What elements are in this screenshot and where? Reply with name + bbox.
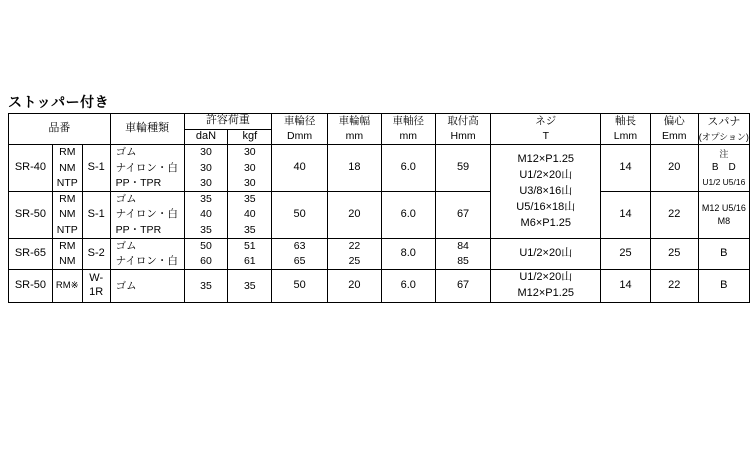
col-header-shaft-len [601, 114, 651, 145]
col-header-load: 許容荷重 [184, 114, 272, 130]
cell-part-no: SR-50 [9, 192, 53, 239]
spanner-line: B [720, 247, 728, 259]
screw-line: U1/2×20山 [519, 168, 573, 181]
col-header-wheel-dia [272, 114, 328, 145]
cell-axle-dia: 6.0 [381, 145, 435, 192]
cell-axle-dia: 6.0 [381, 270, 435, 303]
rm-code: NM [59, 208, 76, 221]
cell-wheel-kind [110, 238, 184, 269]
col-header-wheel-width [328, 114, 382, 145]
load-dan: 30 [200, 161, 212, 174]
cell-spanner [698, 270, 749, 303]
cell-wheel-kind [110, 145, 184, 192]
cell-load-dan [184, 145, 228, 192]
cell-screw [491, 238, 601, 269]
load-dan: 40 [200, 208, 212, 221]
col-header-wheel-dia-label: 車輪径 [283, 115, 316, 127]
screw-line: U1/2×20山 [519, 247, 573, 259]
cell-series: S-2 [82, 238, 110, 269]
table-body [9, 145, 750, 303]
wheel-width-line: 22 [348, 239, 361, 252]
load-dan: 60 [200, 254, 212, 267]
spec-table [8, 113, 750, 303]
cell-wheel-kind [110, 270, 184, 303]
cell-series: S-1 [82, 192, 110, 239]
spanner-line: M12 U5/16 [701, 202, 746, 213]
table-row [9, 270, 750, 303]
spanner-line: M8 [717, 215, 731, 226]
header-row-1 [9, 114, 750, 130]
cell-eccentric: 20 [650, 145, 698, 192]
mount-height-line: 84 [457, 239, 469, 252]
mount-height-line: 85 [457, 254, 469, 267]
spanner-line: U1/2 U5/16 [702, 176, 746, 187]
cell-eccentric: 22 [650, 192, 698, 239]
cell-mount-height: 59 [435, 145, 491, 192]
screw-line: U1/2×20山 [519, 271, 573, 284]
cell-shaft-len: 14 [601, 270, 651, 303]
col-header-mount-height-unit: Hmm [450, 130, 476, 143]
cell-rm-codes [52, 270, 82, 303]
cell-eccentric: 22 [650, 270, 698, 303]
wheel-kind: ナイロン・白 [115, 161, 178, 174]
cell-load-kgf [228, 238, 272, 269]
cell-part-no: SR-40 [9, 145, 53, 192]
cell-load-dan [184, 238, 228, 269]
cell-rm-codes [52, 145, 82, 192]
table-row [9, 145, 750, 192]
col-header-spanner-note: (オプション) [698, 131, 749, 142]
wheel-kind: PP・TPR [115, 176, 162, 189]
rm-code: NTP [56, 176, 78, 189]
screw-line: M12×P1.25 [517, 152, 575, 165]
cell-mount-height: 67 [435, 270, 491, 303]
wheel-dia-line: 63 [293, 239, 306, 252]
cell-wheel-width: 20 [328, 192, 382, 239]
load-kgf: 30 [243, 176, 256, 189]
wheel-kind: ナイロン・白 [115, 208, 178, 221]
col-header-load-kgf: kgf [228, 129, 272, 145]
table-row [9, 238, 750, 269]
rm-code: NM [59, 254, 76, 267]
col-header-screw [491, 114, 601, 145]
col-header-screw-unit: T [542, 130, 549, 143]
load-dan: 50 [200, 239, 212, 252]
rm-code: NTP [56, 223, 78, 236]
load-dan: 35 [200, 279, 212, 292]
cell-part-no: SR-50 [9, 270, 53, 303]
rm-code: RM [59, 239, 76, 252]
cell-mount-height: 67 [435, 192, 491, 239]
cell-load-kgf [228, 145, 272, 192]
col-header-mount-height [435, 114, 491, 145]
rm-code: RM [59, 193, 76, 206]
cell-rm-codes [52, 238, 82, 269]
col-header-eccentric-unit: Emm [662, 130, 687, 143]
rm-code: RM [59, 146, 76, 159]
screw-line: U5/16×18山 [516, 200, 576, 213]
wheel-kind: ゴム [115, 239, 137, 252]
cell-wheel-dia: 50 [272, 192, 328, 239]
cell-series: W-1R [82, 270, 110, 303]
col-header-wheel-dia-unit: Dmm [287, 130, 313, 143]
col-header-axle-dia-label: 車軸径 [392, 115, 424, 127]
cell-axle-dia: 6.0 [381, 192, 435, 239]
screw-line: M12×P1.25 [517, 287, 575, 300]
cell-rm-codes [52, 192, 82, 239]
cell-wheel-dia: 50 [272, 270, 328, 303]
col-header-load-dan: daN [184, 129, 228, 145]
cell-load-kgf [228, 270, 272, 303]
cell-wheel-dia [272, 238, 328, 269]
load-kgf: 35 [243, 193, 256, 206]
table-header [9, 114, 750, 145]
cell-wheel-width: 18 [328, 145, 382, 192]
spanner-line: B [720, 279, 728, 292]
col-header-wheel-type: 車輪種類 [110, 114, 184, 145]
cell-part-no: SR-65 [9, 238, 53, 269]
col-header-axle-dia-unit: mm [399, 130, 417, 143]
col-header-shaft-len-unit: Lmm [613, 130, 638, 143]
col-header-axle-dia [381, 114, 435, 145]
cell-wheel-kind [110, 192, 184, 239]
load-dan: 30 [200, 146, 212, 159]
page-title: ストッパー付き [8, 94, 110, 110]
cell-spanner [698, 238, 749, 269]
col-header-eccentric-label: 偏心 [663, 115, 685, 127]
screw-line: M6×P1.25 [520, 216, 571, 229]
wheel-kind: ゴム [115, 193, 137, 206]
wheel-kind: ゴム [115, 279, 137, 292]
cell-shaft-len: 14 [601, 145, 651, 192]
load-kgf: 51 [243, 239, 256, 252]
cell-wheel-width [328, 238, 382, 269]
spanner-line: 注 [719, 149, 729, 160]
load-dan: 35 [200, 193, 212, 206]
col-header-mount-height-label: 取付高 [447, 115, 479, 127]
cell-axle-dia: 8.0 [381, 238, 435, 269]
col-header-part-no: 品番 [9, 114, 111, 145]
wheel-kind: ゴム [115, 146, 137, 159]
screw-line: U3/8×16山 [519, 184, 573, 197]
col-header-spanner-label: スパナ [707, 115, 741, 128]
cell-spanner [698, 192, 749, 239]
load-kgf: 40 [243, 208, 256, 221]
cell-shaft-len: 25 [601, 238, 651, 269]
col-header-screw-label: ネジ [535, 115, 557, 127]
cell-shaft-len: 14 [601, 192, 651, 239]
spanner-line: B D [711, 162, 736, 174]
cell-eccentric: 25 [650, 238, 698, 269]
cell-load-kgf [228, 192, 272, 239]
load-dan: 35 [200, 223, 212, 236]
load-kgf: 30 [243, 161, 256, 174]
cell-wheel-width: 20 [328, 270, 382, 303]
cell-load-dan [184, 192, 228, 239]
wheel-kind: ナイロン・白 [115, 254, 178, 267]
col-header-spanner [698, 114, 749, 145]
cell-mount-height [435, 238, 491, 269]
col-header-shaft-len-label: 軸長 [614, 115, 636, 127]
load-kgf: 30 [243, 146, 256, 159]
wheel-kind: PP・TPR [115, 223, 162, 236]
load-dan: 30 [200, 176, 212, 189]
col-header-wheel-width-unit: mm [345, 130, 364, 143]
cell-series: S-1 [82, 145, 110, 192]
col-header-wheel-width-label: 車輪幅 [338, 115, 371, 127]
cell-screw [491, 145, 601, 238]
load-kgf: 35 [243, 279, 256, 292]
cell-wheel-dia: 40 [272, 145, 328, 192]
rm-code: RM※ [55, 280, 79, 292]
wheel-width-line: 25 [348, 254, 361, 267]
table-row [9, 192, 750, 239]
cell-spanner [698, 145, 749, 192]
col-header-eccentric [650, 114, 698, 145]
rm-code: NM [59, 161, 76, 174]
cell-screw [491, 270, 601, 303]
load-kgf: 61 [243, 254, 256, 267]
wheel-dia-line: 65 [293, 254, 306, 267]
cell-load-dan [184, 270, 228, 303]
load-kgf: 35 [243, 223, 256, 236]
